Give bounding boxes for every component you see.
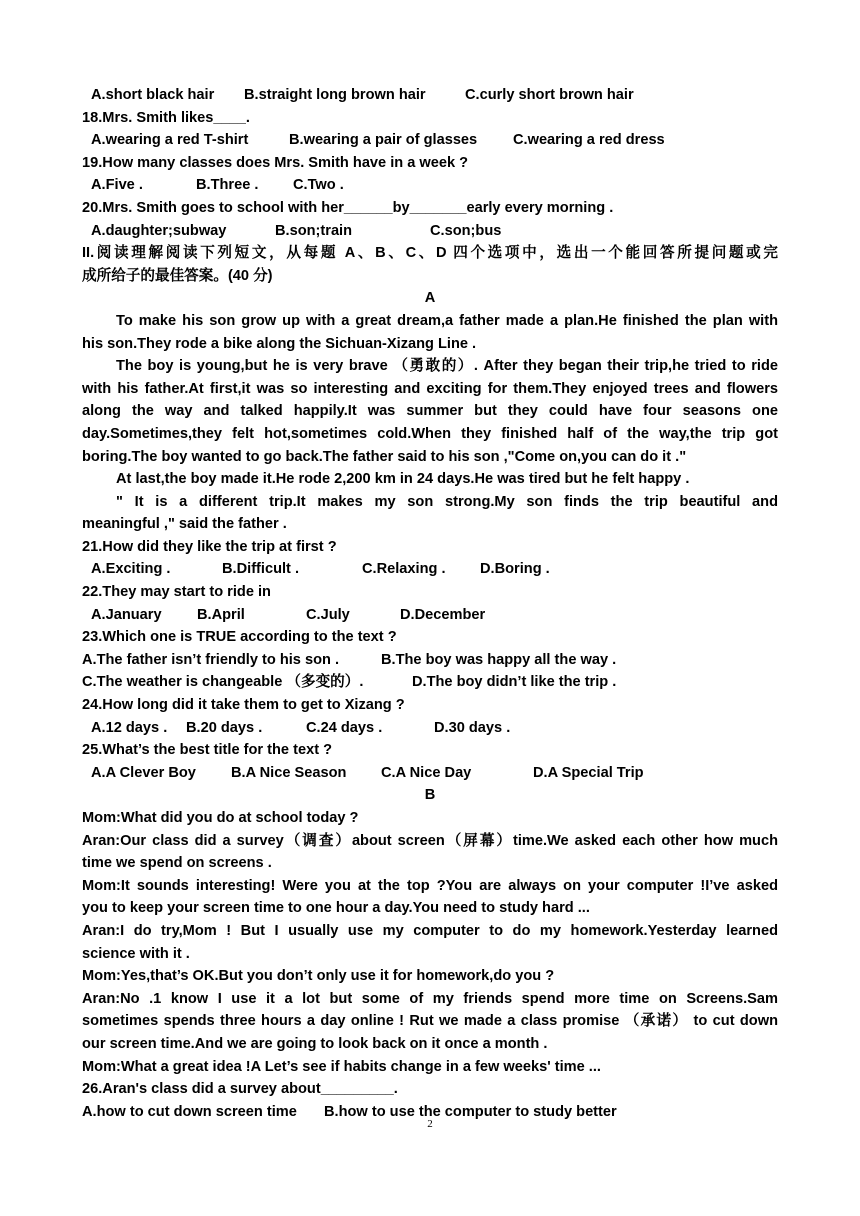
q23-option-b: B.The boy was happy all the way . bbox=[381, 651, 617, 668]
passage-a-line: " It is a different trip.It makes my son strong.My son finds the trip beautiful and bbox=[116, 493, 778, 510]
passage-b-line: Mom:What did you do at school today ? bbox=[82, 810, 359, 826]
passage-a-line: his son.They rode a bike along the Sichuan-Xizang Line . bbox=[82, 335, 477, 352]
passage-b-line: Aran:I do try,Mom ! But I usually use my computer to do my homework.Yesterday learned bbox=[82, 922, 778, 939]
q23-option-c: C.The weather is changeable （多变的）. bbox=[82, 674, 364, 691]
section-instructions-line2: 成所给子的最佳答案。(40 分) bbox=[82, 267, 273, 284]
q24-option-b: B.20 days . bbox=[186, 719, 263, 736]
q17-option-c: C.curly short brown hair bbox=[465, 87, 634, 103]
q22-option-c: C.July bbox=[306, 606, 350, 623]
q19-option-b: B.Three . bbox=[196, 177, 259, 194]
passage-b-line: science with it . bbox=[82, 945, 190, 962]
q22-option-d: D.December bbox=[400, 606, 486, 623]
q25-option-a: A.A Clever Boy bbox=[91, 764, 196, 781]
passage-b-line: Mom:It sounds interesting! Were you at the top ?You are always on your computer !I’ve asked bbox=[82, 877, 778, 894]
q18-option-b: B.wearing a pair of glasses bbox=[289, 132, 478, 149]
q24-option-d: D.30 days . bbox=[434, 719, 511, 736]
q22-options bbox=[82, 604, 778, 627]
q21-options bbox=[82, 558, 778, 581]
passage-a-line: At last,the boy made it.He rode 2,200 km in 24 days.He was tired but he felt happy . bbox=[116, 471, 690, 488]
q19-stem: 19.How many classes does Mrs. Smith have in a week ? bbox=[82, 154, 469, 171]
q25-option-b: B.A Nice Season bbox=[231, 764, 347, 781]
q19-options bbox=[82, 174, 778, 197]
passage-a-heading: A bbox=[424, 290, 436, 307]
passage-b-line: time we spend on screens . bbox=[82, 855, 272, 872]
q25-option-c: C.A Nice Day bbox=[381, 764, 472, 781]
q20-option-b: B.son;train bbox=[275, 222, 353, 239]
q25-stem: 25.What’s the best title for the text ? bbox=[82, 742, 333, 759]
passage-a-line: meaningful ," said the father . bbox=[82, 516, 287, 533]
q25-option-d: D.A Special Trip bbox=[533, 764, 644, 781]
q24-options bbox=[82, 717, 778, 740]
passage-a-line: The boy is young,but he is very brave （勇敢的）. After they began their trip,he tried to ride bbox=[116, 358, 778, 375]
q18-stem: 18.Mrs. Smith likes____. bbox=[82, 109, 250, 126]
q25-options bbox=[82, 762, 778, 785]
q23-options-cd bbox=[82, 671, 778, 694]
passage-b-line: Aran:Our class did a survey（调查）about screen（屏幕）time.We asked each other how much bbox=[82, 832, 778, 849]
q23-options-ab bbox=[82, 649, 778, 672]
q23-option-d: D.The boy didn’t like the trip . bbox=[412, 674, 617, 691]
passage-a-line: boring.The boy wanted to go back.The father said to his son ,"Come on,you can do it ." bbox=[82, 448, 687, 465]
q21-option-b: B.Difficult . bbox=[222, 561, 300, 578]
q22-option-b: B.April bbox=[197, 606, 245, 623]
passage-b-line: Aran:No .1 know I use it a lot but some of my friends spend more time on Screens.Sam bbox=[82, 990, 778, 1007]
passage-a-line: To make his son grow up with a great dream,a father made a plan.He finished the plan with bbox=[116, 312, 778, 329]
passage-a-line: with his father.At first,it was so interesting and exciting for them.They enjoyed trees and flowers bbox=[82, 380, 778, 397]
q26-option-a: A.how to cut down screen time bbox=[82, 1103, 297, 1120]
q26-option-b: B.how to use the computer to study better bbox=[324, 1103, 617, 1120]
q21-option-c: C.Relaxing . bbox=[362, 561, 446, 578]
q19-option-a: A.Five . bbox=[91, 177, 143, 194]
q26-stem: 26.Aran's class did a survey about_________. bbox=[82, 1081, 398, 1098]
q21-option-d: D.Boring . bbox=[480, 561, 550, 578]
q17-options bbox=[82, 84, 778, 107]
q18-option-c: C.wearing a red dress bbox=[513, 132, 665, 149]
passage-b-line: sometimes spends three hours a day online ! Rut we made a class promise （承诺） to cut down bbox=[82, 1013, 778, 1030]
passage-a-line: along the way and talked happily.It was summer but they could have four seasons one bbox=[82, 403, 778, 420]
q23-stem: 23.Which one is TRUE according to the text ? bbox=[82, 629, 397, 646]
q23-option-a: A.The father isn’t friendly to his son . bbox=[82, 651, 340, 668]
q18-option-a: A.wearing a red T-shirt bbox=[91, 132, 249, 149]
q21-option-a: A.Exciting . bbox=[91, 561, 171, 578]
q19-option-c: C.Two . bbox=[293, 177, 344, 194]
q22-option-a: A.January bbox=[91, 606, 162, 623]
passage-b-line: our screen time.And we are going to look back on it once a month . bbox=[82, 1035, 548, 1052]
q20-options bbox=[82, 220, 778, 243]
passage-b-line: Mom:Yes,that’s OK.But you don’t only use it for homework,do you ? bbox=[82, 968, 555, 985]
q22-stem: 22.They may start to ride in bbox=[82, 584, 271, 601]
q24-option-a: A.12 days . bbox=[91, 719, 168, 736]
q17-option-a: A.short black hair bbox=[91, 87, 215, 103]
q20-stem: 20.Mrs. Smith goes to school with her______by_______early every morning . bbox=[82, 199, 614, 216]
q24-option-c: C.24 days . bbox=[306, 719, 383, 736]
passage-a-line: day.Sometimes,they felt hot,sometimes cold.When they finished half of the way,the trip got bbox=[82, 425, 778, 442]
page-number: 2 bbox=[427, 1118, 433, 1130]
passage-b-line: you to keep your screen time to one hour a day.You need to study hard ... bbox=[82, 900, 590, 917]
q17-option-b: B.straight long brown hair bbox=[244, 87, 426, 103]
q24-stem: 24.How long did it take them to get to Xizang ? bbox=[82, 697, 405, 714]
q18-options bbox=[82, 129, 778, 152]
document-page bbox=[82, 84, 778, 1123]
q20-option-c: C.son;bus bbox=[430, 222, 502, 239]
passage-b-line: Mom:What a great idea !A Let’s see if habits change in a few weeks' time ... bbox=[82, 1058, 601, 1075]
section-instructions-line1: II.阅读理解阅读下列短文，从每题 A、B、C、D 四个选项中，选出一个能回答所提问题或完 bbox=[82, 245, 778, 262]
passage-b-heading: B bbox=[424, 787, 436, 804]
q21-stem: 21.How did they like the trip at first ? bbox=[82, 538, 337, 555]
q20-option-a: A.daughter;subway bbox=[91, 222, 227, 239]
